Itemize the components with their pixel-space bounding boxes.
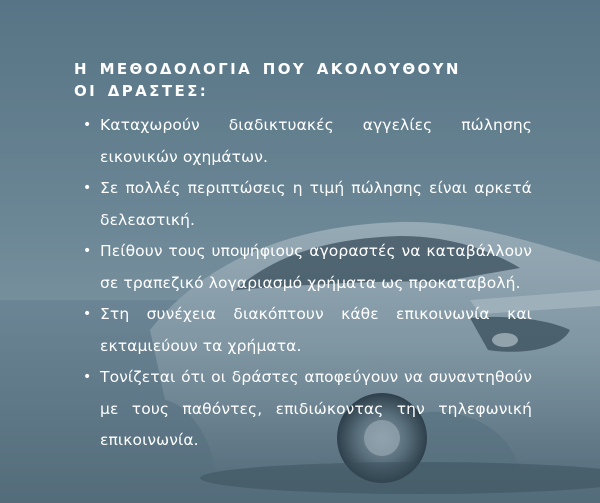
bullet-icon: • (83, 369, 92, 385)
list-item-text: Τονίζεται ότι οι δράστες αποφεύγουν να συναντηθούν με τους παθόντες, επιδιώκοντας την τηλεφωνική επικοινωνία. (100, 368, 532, 449)
list-item-text: Στη συνέχεια διακόπτουν κάθε επικοινωνία και εκταμιεύουν τα χρήματα. (100, 305, 532, 355)
list-item (74, 362, 532, 457)
list-item-text: Καταχωρούν διαδικτυακές αγγελίες πώλησης εικονικών οχημάτων. (100, 116, 532, 166)
list-item-text: Σε πολλές περιπτώσεις η τιμή πώλησης είναι αρκετά δελεαστική. (100, 179, 532, 229)
section-heading (74, 58, 532, 102)
heading-line-1: Η ΜΕΘΟΔΟΛΟΓΙΑ ΠΟΥ ΑΚΟΛΟΥΘΟΥΝ (74, 60, 461, 78)
list-item (74, 236, 532, 299)
bullet-icon: • (83, 306, 92, 322)
heading-line-2: ΟΙ ΔΡΑΣΤΕΣ: (74, 82, 209, 100)
bullet-icon: • (83, 117, 92, 133)
list-item (74, 299, 532, 362)
method-list (74, 110, 532, 457)
list-item (74, 110, 532, 173)
list-item (74, 173, 532, 236)
text-block (74, 58, 532, 457)
bullet-icon: • (83, 243, 92, 259)
bullet-icon: • (83, 180, 92, 196)
list-item-text: Πείθουν τους υποψήφιους αγοραστές να καταβάλλουν σε τραπεζικό λογαριασμό χρήματα ως προκαταβολή. (100, 242, 532, 292)
